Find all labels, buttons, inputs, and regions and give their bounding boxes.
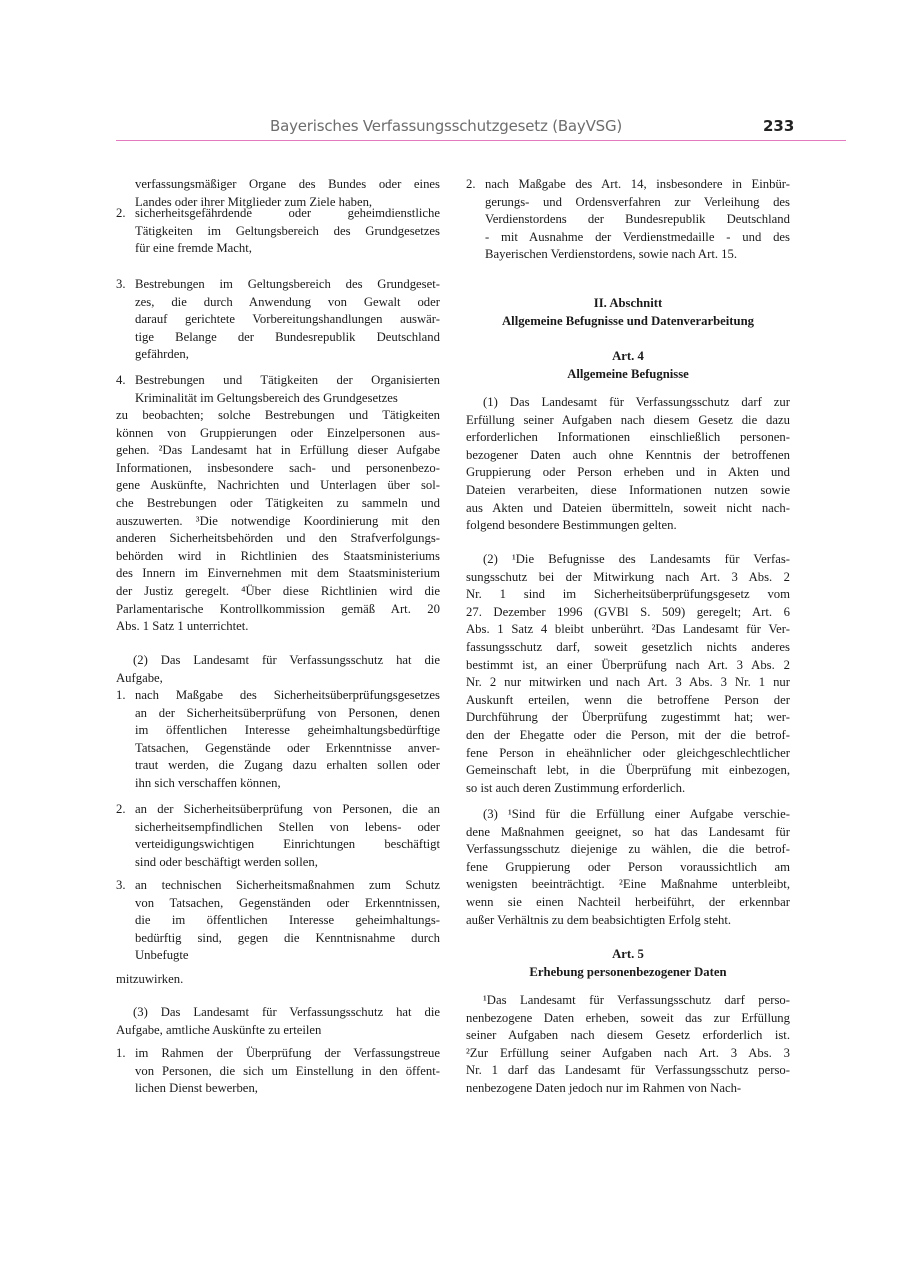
text-line: verteidigungswichtigen Einrichtungen beschäftigt (135, 837, 440, 852)
text-line: (2) ¹Die Befugnisse des Landesamts für Verfas- (483, 552, 790, 566)
text-line: nach Maßgabe des Art. 14, insbesondere in Einbür- (485, 177, 790, 191)
text-line: zes, die durch Anwendung von Gewalt oder (135, 294, 440, 309)
list-item (116, 687, 440, 793)
text-line: Gemeinschaft lebt, in die Überprüfung mit einbezogen, (466, 763, 790, 778)
text-line: Nr. 1 sind im Sicherheitsüberprüfungsgesetz vom (466, 587, 790, 602)
text-line: lichen Dienst bewerben, (135, 1081, 258, 1096)
text-line: Aufgabe, (116, 670, 163, 685)
text-line: Unbefugte (135, 948, 189, 963)
text-line: den der Ehegatte oder die Person, mit der die betrof- (466, 727, 790, 742)
text-line: traut werden, die Zugang dazu erhalten sollen oder (135, 758, 440, 773)
text-line: gene Auskünfte, Nachrichten und Unterlagen über sol- (116, 478, 440, 493)
list-item (116, 801, 440, 871)
text-line: bestimmt ist, an einer Überprüfung nach Art. 3 Abs. 2 (466, 657, 790, 672)
text-line: gefährden, (135, 347, 189, 362)
heading-line: II. Abschnitt (593, 296, 663, 310)
heading-line: Allgemeine Befugnisse (567, 366, 689, 381)
text-line: Kriminalität im Geltungsbereich des Grundgesetzes (135, 390, 398, 405)
text-line: nach Maßgabe des Sicherheitsüberprüfungsgesetzes (135, 688, 440, 702)
text-line: können von Gruppierungen oder Einzelpersonen aus- (116, 425, 440, 440)
text-line: Abs. 1 Satz 4 bleibt unberührt. ²Das Landesamt für Ver- (466, 622, 790, 637)
text-line: (2) Das Landesamt für Verfassungsschutz hat die (133, 653, 440, 667)
text-line: von Personen, die sich um Einstellung in den öffent- (135, 1063, 440, 1078)
list-item (116, 1045, 440, 1098)
heading-line: Art. 4 (612, 349, 644, 363)
text-line: an technischen Sicherheitsmaßnahmen zum Schutz (135, 878, 440, 892)
text-line: von Tatsachen, Gegenständen oder Erkenntnissen, (135, 895, 440, 910)
text-line: ¹Das Landesamt für Verfassungsschutz darf perso- (483, 993, 790, 1007)
section-heading (466, 295, 790, 330)
text-line: sicherheitsgefährdende oder geheimdienstliche (135, 206, 440, 220)
text-line: so ist auch deren Zustimmung erforderlich. (466, 780, 686, 795)
text-line: fene Gruppierung oder Person voraussichtlich am (466, 859, 790, 874)
paragraph (116, 971, 440, 989)
text-line: der Justiz geregelt. ⁴Über diese Richtlinien wird die (116, 583, 440, 598)
list-number: 2. (466, 177, 476, 191)
text-line: dene Maßnahmen geeignet, so hat das Landesamt für (466, 824, 790, 839)
list-number: 2. (116, 206, 126, 220)
paragraph (116, 1004, 440, 1039)
text-line: verfassungsmäßiger Organe des Bundes oder eines (135, 177, 440, 191)
text-line: wenigsten beeinträchtigt. ²Eine Maßnahme unterbleibt, (466, 877, 790, 892)
text-line: Landes oder ihrer Mitglieder zum Ziele haben, (135, 194, 373, 209)
text-line: wenn sie einen Nachteil herbeiführt, der erkennbar (466, 894, 790, 909)
page-number: 233 (763, 117, 795, 135)
text-line: Verdienstordens der Bundesrepublik Deutschland (485, 212, 790, 227)
list-number: 1. (116, 688, 126, 702)
list-number: 3. (116, 878, 126, 892)
text-line: Erfüllung seiner Aufgaben nach diesem Gesetz die dazu (466, 412, 790, 427)
text-line: zu beobachten; solche Bestrebungen und Tätigkeiten (116, 408, 440, 422)
list-item (116, 205, 440, 258)
text-line: die im öffentlichen Interesse geheimhaltungs- (135, 913, 440, 928)
text-line: des Innern im Einvernehmen mit dem Staatsministerium (116, 566, 440, 581)
text-line: Bestrebungen im Geltungsbereich des Grundgeset- (135, 277, 440, 291)
text-line: an der Sicherheitsüberprüfung von Personen, die an (135, 802, 440, 816)
text-line: aus Akten und Dateien übermitteln, soweit nicht nach- (466, 500, 790, 515)
text-line: bedürftig sind, gegen die Kenntnisnahme durch (135, 930, 440, 945)
text-line: (3) Das Landesamt für Verfassungsschutz hat die (133, 1005, 440, 1019)
paragraph (116, 407, 440, 636)
text-line: bezogener Daten auch ohne Kenntnis der betroffenen (466, 447, 790, 462)
text-line: 27. Dezember 1996 (GVBl S. 509) geregelt; Art. 6 (466, 604, 790, 619)
paragraph (466, 992, 790, 1098)
text-line: Bestrebungen und Tätigkeiten der Organisierten (135, 373, 440, 387)
article-heading (466, 348, 790, 383)
text-line: folgend besondere Bestimmungen gelten. (466, 518, 677, 533)
list-item (466, 176, 790, 264)
list-number: 4. (116, 373, 126, 387)
list-number: 1. (116, 1046, 126, 1060)
paragraph (466, 551, 790, 797)
text-line: Nr. 1 darf das Landesamt für Verfassungsschutz perso- (466, 1063, 790, 1078)
text-line: Auskunft erteilen, wenn die betroffene Person der (466, 692, 790, 707)
text-line: Verfassungsschutz diejenige zu wählen, die die betrof- (466, 842, 790, 857)
list-number: 3. (116, 277, 126, 291)
text-line: an der Sicherheitsüberprüfung von Personen, denen (135, 705, 440, 720)
text-line: gerungs- und Ordensverfahren zur Verleihung des (485, 194, 790, 209)
heading-line: Erhebung personenbezogener Daten (529, 964, 727, 979)
header-rule (116, 140, 846, 141)
text-line: auszuwerten. ³Die notwendige Koordinierung mit den (116, 513, 440, 528)
list-item (116, 877, 440, 965)
text-line: Gruppierung oder Person erheben und in Akten und (466, 465, 790, 480)
text-line: Parlamentarische Kontrollkommission gemäß Art. 20 (116, 601, 440, 616)
text-line: außer Verhältnis zu dem beabsichtigten Erfolg steht. (466, 912, 732, 927)
text-line: Durchführung der Überprüfung zugestimmt hat; wer- (466, 710, 790, 725)
text-line: für eine fremde Macht, (135, 241, 252, 256)
text-line: Informationen, insbesondere sach- und personenbezo- (116, 460, 440, 475)
list-item (116, 372, 440, 407)
text-line: fassungsschutz darf, soweit gesetzlich nichts anderes (466, 639, 790, 654)
article-heading (466, 946, 790, 981)
text-line: im öffentlichen Interesse geheimhaltungsbedürftige (135, 723, 440, 738)
text-line: seiner Aufgaben nach diesem Gesetz erforderlich ist. (466, 1028, 790, 1043)
text-line: tige Belange der Bundesrepublik Deutschland (135, 329, 440, 344)
running-header-title: Bayerisches Verfassungsschutzgesetz (BayVSG) (270, 117, 623, 135)
text-line: fene Person in eheähnlicher oder gleichgeschlechtlicher (466, 745, 790, 760)
text-line: (3) ¹Sind für die Erfüllung einer Aufgabe verschie- (483, 807, 790, 821)
text-line: darauf gerichtete Vorbereitungshandlungen auswär- (135, 312, 440, 327)
text-line: anderen Sicherheitsbehörden und den Strafverfolgungs- (116, 531, 440, 546)
text-line: nenbezogene Daten erheben, soweit das zur Erfüllung (466, 1010, 790, 1025)
text-line: sind oder beschäftigt werden sollen, (135, 854, 318, 869)
text-line: erforderlichen Informationen einschließlich personen- (466, 430, 790, 445)
text-line: gehen. ²Das Landesamt hat in Erfüllung dieser Aufgabe (116, 443, 440, 458)
text-line: Abs. 1 Satz 1 unterrichtet. (116, 619, 249, 634)
paragraph (466, 806, 790, 929)
text-line: sicherheitsempfindlichen Stellen von lebens- oder (135, 819, 440, 834)
text-line: Aufgabe, amtliche Auskünfte zu erteilen (116, 1022, 322, 1037)
text-line: Tätigkeiten im Geltungsbereich des Grundgesetzes (135, 223, 440, 238)
text-line: nenbezogene Daten jedoch nur im Rahmen von Nach- (466, 1080, 742, 1095)
heading-line: Art. 5 (612, 947, 644, 961)
text-line: (1) Das Landesamt für Verfassungsschutz darf zur (483, 395, 790, 409)
heading-line: Allgemeine Befugnisse und Datenverarbeitung (502, 313, 754, 328)
text-line: Bayerischen Verdienstordens, sowie nach Art. 15. (485, 247, 738, 262)
text-line: Tatsachen, Gegenstände oder Erkenntnisse anver- (135, 740, 440, 755)
text-line: che Bestrebungen oder Tätigkeiten zu sammeln und (116, 495, 440, 510)
text-line: behörden wird in Richtlinien des Staatsministeriums (116, 548, 440, 563)
paragraph (466, 394, 790, 535)
text-line: Nr. 2 nur mitwirken und nach Art. 3 Abs. 3 Nr. 1 nur (466, 675, 790, 690)
text-line: im Rahmen der Überprüfung der Verfassungstreue (135, 1046, 440, 1060)
text-line: ihn sich verschaffen können, (135, 775, 281, 790)
text-line: - mit Ausnahme der Verdienstmedaille - und des (485, 229, 790, 244)
text-line: Dateien verarbeiten, diese Informationen nutzen sowie (466, 482, 790, 497)
text-line: sungsschutz bei der Mitwirkung nach Art. 3 Abs. 2 (466, 569, 790, 584)
paragraph (116, 652, 440, 687)
text-line: ²Zur Erfüllung seiner Aufgaben nach Art. 3 Abs. 3 (466, 1045, 790, 1060)
text-line: mitzuwirken. (116, 972, 184, 986)
list-item (116, 276, 440, 364)
list-number: 2. (116, 802, 126, 816)
